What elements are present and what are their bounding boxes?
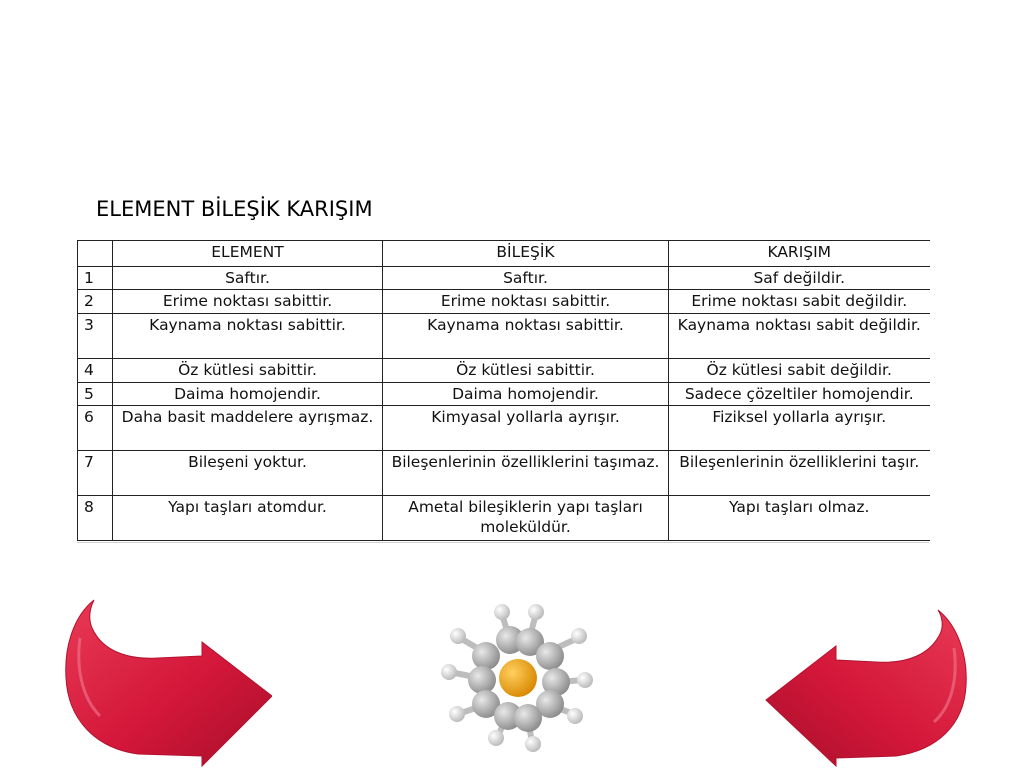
row-number: 3 — [78, 314, 113, 359]
comparison-table-container — [77, 240, 929, 543]
table-row — [78, 267, 930, 290]
cell-karisim: Öz kütlesi sabit değildir. — [669, 359, 930, 383]
table-row — [78, 496, 930, 541]
cell-bilesik: Saftır. — [383, 267, 669, 290]
cell-bilesik: Bileşenlerinin özelliklerini taşımaz. — [383, 451, 669, 496]
table-row — [78, 383, 930, 406]
table-row — [78, 406, 930, 451]
header-bilesik: BİLEŞİK — [383, 241, 669, 267]
cell-bilesik: Kimyasal yollarla ayrışır. — [383, 406, 669, 451]
table-row — [78, 451, 930, 496]
row-number: 5 — [78, 383, 113, 406]
table-row — [78, 359, 930, 383]
nav-next-button[interactable] — [764, 608, 974, 768]
header-element: ELEMENT — [113, 241, 383, 267]
header-karisim: KARIŞIM — [669, 241, 930, 267]
row-number: 4 — [78, 359, 113, 383]
row-number: 2 — [78, 290, 113, 314]
cell-karisim: Fiziksel yollarla ayrışır. — [669, 406, 930, 451]
nav-prev-button[interactable] — [56, 598, 272, 768]
cell-karisim: Erime noktası sabit değildir. — [669, 290, 930, 314]
molecule-image — [440, 600, 595, 760]
cell-karisim: Kaynama noktası sabit değildir. — [669, 314, 930, 359]
row-number: 6 — [78, 406, 113, 451]
cell-bilesik: Kaynama noktası sabittir. — [383, 314, 669, 359]
row-number: 1 — [78, 267, 113, 290]
curved-arrow-right-icon — [56, 598, 272, 768]
table-header-row — [78, 241, 930, 267]
cell-element: Öz kütlesi sabittir. — [113, 359, 383, 383]
molecule-icon — [440, 600, 595, 760]
cell-element: Kaynama noktası sabittir. — [113, 314, 383, 359]
cell-element: Daha basit maddelere ayrışmaz. — [113, 406, 383, 451]
cell-element: Saftır. — [113, 267, 383, 290]
cell-bilesik: Erime noktası sabittir. — [383, 290, 669, 314]
cell-bilesik: Ametal bileşiklerin yapı taşları moleküldür. — [383, 496, 669, 541]
cell-element: Daima homojendir. — [113, 383, 383, 406]
row-number: 7 — [78, 451, 113, 496]
cell-element: Erime noktası sabittir. — [113, 290, 383, 314]
cell-karisim: Yapı taşları olmaz. — [669, 496, 930, 541]
cell-karisim: Bileşenlerinin özelliklerini taşır. — [669, 451, 930, 496]
cell-bilesik: Öz kütlesi sabittir. — [383, 359, 669, 383]
cell-bilesik: Daima homojendir. — [383, 383, 669, 406]
cell-element: Yapı taşları atomdur. — [113, 496, 383, 541]
cell-karisim: Sadece çözeltiler homojendir. — [669, 383, 930, 406]
cell-karisim: Saf değildir. — [669, 267, 930, 290]
curved-arrow-left-icon — [764, 608, 974, 768]
table-row — [78, 314, 930, 359]
table-row — [78, 290, 930, 314]
slide-title: ELEMENT BİLEŞİK KARIŞIM — [96, 197, 373, 221]
cell-element: Bileşeni yoktur. — [113, 451, 383, 496]
comparison-table — [77, 240, 930, 541]
header-number — [78, 241, 113, 267]
row-number: 8 — [78, 496, 113, 541]
